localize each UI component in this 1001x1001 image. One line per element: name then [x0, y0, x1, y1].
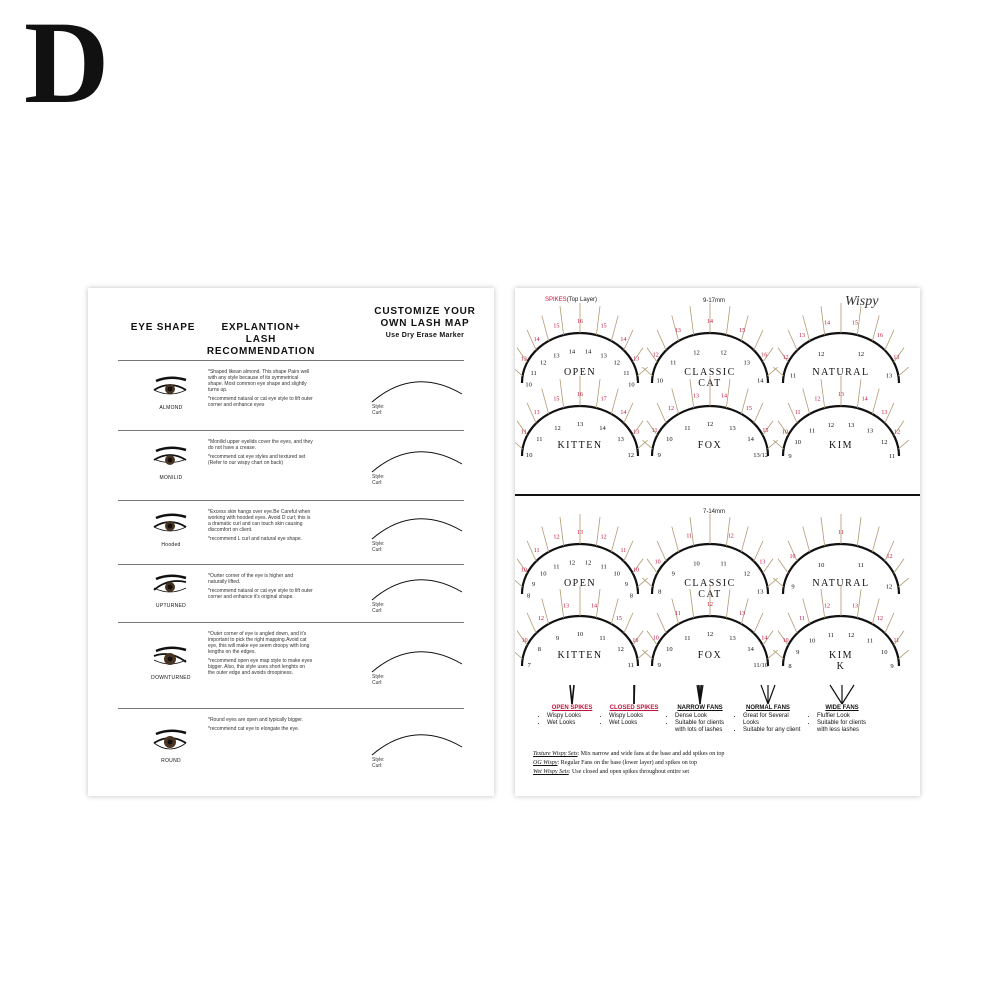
- page-letter: D: [24, 0, 110, 128]
- base-length-label: 12: [720, 349, 727, 357]
- lash-line: [898, 650, 908, 659]
- spike-length-label: 17: [600, 396, 607, 403]
- lash-map-curve[interactable]: [368, 725, 468, 759]
- base-length-label: 8: [788, 663, 792, 671]
- hooded-eye-icon: [150, 513, 190, 539]
- lash-line: [542, 527, 549, 552]
- base-length-label: 14: [756, 377, 764, 385]
- lash-line: [642, 440, 652, 449]
- spike-length-label: 14: [620, 409, 627, 416]
- lash-map-name: NATURAL: [812, 367, 870, 378]
- spike-length-label: 10: [789, 553, 796, 560]
- base-length-label: 11: [553, 563, 560, 571]
- spike-length-label: 13: [838, 392, 844, 398]
- lash-line: [515, 650, 523, 659]
- spike-length-label: 12: [727, 533, 734, 540]
- base-length-label: 11: [627, 662, 634, 670]
- lash-line: [773, 578, 783, 587]
- wispy-notes: [533, 750, 724, 777]
- spike-length-label: 13: [759, 559, 766, 566]
- spike-length-label: 13: [893, 354, 900, 361]
- lash-line: [821, 379, 825, 408]
- base-length-label: 13: [743, 359, 751, 367]
- style-curl-fields[interactable]: Style: Curl:: [372, 404, 385, 416]
- lash-line: [788, 613, 797, 633]
- spike-length-label: 16: [876, 332, 883, 339]
- spike-length-label: 11: [651, 427, 658, 434]
- eye-shape-description: *Shaped likean almond. This shape Pairs well with any style because of its symmetrical shape. Most common eye shape and slightly turns up. *recommend natural or cat eye style to lift outer corner and enhance eyes: [208, 369, 313, 408]
- lash-line: [773, 440, 783, 449]
- base-length-label: 10: [539, 570, 547, 578]
- base-length-label: 13: [617, 436, 624, 444]
- lash-line: [885, 330, 894, 350]
- spike-length-label: 15: [762, 427, 769, 434]
- downturned-eye-icon: [150, 646, 190, 672]
- base-length-label: 11: [789, 372, 797, 380]
- spike-length-label: 11: [893, 637, 900, 644]
- spike-length-label: 14: [721, 393, 728, 400]
- spike-length-label: 11: [794, 409, 801, 416]
- spike-length-label: 12: [707, 602, 713, 608]
- lash-line: [515, 367, 523, 376]
- base-length-label: 13: [847, 421, 855, 429]
- lash-map-name: CAT: [698, 589, 722, 600]
- lash-line: [611, 316, 618, 341]
- base-length-label: 11: [808, 427, 816, 435]
- base-length-label: 13: [553, 352, 560, 360]
- header-eye-shape: EYE SHAPE: [130, 322, 196, 333]
- base-length-label: 10: [526, 452, 533, 460]
- base-length-label: 10: [817, 562, 825, 570]
- lash-line: [857, 517, 861, 546]
- note-wet: Wet Wispy Sets: Use closed and open spikes throughout entire set: [533, 769, 690, 775]
- base-length-label: 8: [537, 646, 541, 654]
- spike-length-label: 15: [852, 320, 859, 327]
- spike-length-label: 12: [814, 396, 821, 403]
- fan-icon: [822, 683, 862, 705]
- base-length-label: 12: [885, 583, 893, 591]
- lash-line: [803, 527, 810, 552]
- lash-line: [726, 306, 730, 335]
- lash-line: [857, 379, 861, 408]
- lash-map-curve[interactable]: [368, 642, 468, 676]
- spike-length-label: 13: [739, 611, 746, 618]
- base-length-label: 11: [530, 369, 537, 377]
- lash-map-name: NATURAL: [812, 578, 870, 589]
- spike-length-label: 12: [782, 354, 789, 361]
- base-length-label: 7: [527, 662, 531, 670]
- lash-line: [515, 440, 523, 449]
- lash-map-name: OPEN: [563, 367, 597, 378]
- range-bottom: 7-14mm: [703, 509, 726, 515]
- spike-length-label: 14: [761, 635, 768, 642]
- base-length-label: 12: [706, 421, 714, 428]
- fan-icon: [614, 683, 654, 705]
- base-length-label: 11: [720, 560, 727, 568]
- lash-line: [642, 367, 652, 376]
- spike-length-label: 13: [674, 328, 681, 335]
- lash-line: [767, 650, 777, 659]
- lash-line: [642, 650, 652, 659]
- base-length-label: 10: [613, 570, 621, 578]
- lash-map-name: CAT: [698, 378, 722, 389]
- lash-line: [898, 440, 908, 449]
- spike-length-label: 16: [632, 637, 639, 644]
- lash-line: [657, 403, 666, 423]
- spike-length-label: 12: [553, 534, 560, 541]
- lash-map-name: OPEN: [563, 578, 597, 589]
- fan-icon: [680, 683, 720, 705]
- eye-shape-label: MONILID: [159, 475, 183, 481]
- spike-length-label: 10: [520, 567, 527, 574]
- note-texture: Texture Wispy Sets: Mix narrow and wide fans at the base and add spikes on top: [533, 751, 725, 757]
- lash-line: [754, 541, 763, 561]
- lash-line: [754, 403, 763, 423]
- eye-shape-description: *Ourter corner of the eye is higher and naturally lifted. *recommend natural or cat eye style to lift outer corner and enhance it's original shape.: [208, 573, 313, 600]
- eye-shape-label: Hooded: [161, 542, 181, 548]
- lash-line: [637, 578, 647, 587]
- style-curl-fields[interactable]: Style: Curl:: [372, 757, 385, 769]
- legend-wide-fans: WIDE FANS • Fluffier Look • Suitable for clients with less lashes: [807, 683, 877, 734]
- lash-line: [754, 330, 763, 350]
- lash-map-name: KIM: [829, 440, 853, 451]
- lash-line: [527, 613, 536, 633]
- base-length-label: 13: [729, 634, 736, 642]
- base-length-label: 9: [671, 570, 675, 578]
- lash-map-curve[interactable]: [368, 372, 468, 406]
- spike-length-label: 13: [633, 429, 640, 436]
- lash-line: [624, 613, 633, 633]
- lash-line: [596, 517, 600, 546]
- base-length-label: 13/12: [753, 452, 769, 460]
- lash-line: [560, 306, 564, 335]
- base-length-label: 12: [693, 349, 700, 357]
- eye-row-monilid: [118, 430, 464, 501]
- lash-line: [542, 316, 549, 341]
- eye-shape-label: ALMOND: [159, 405, 183, 411]
- lash-line: [596, 306, 600, 335]
- base-length-label: 8: [527, 592, 531, 600]
- base-length-label: 10: [808, 637, 816, 645]
- note-og: OG Wispy: Regular Fans on the base (lower layer) and spikes on top: [533, 760, 697, 766]
- base-length-label: 12: [743, 570, 751, 578]
- base-length-label: 13: [885, 372, 893, 380]
- lash-line: [657, 330, 666, 350]
- header-customize-sub: Use Dry Erase Marker: [385, 332, 465, 339]
- lash-line: [821, 517, 825, 546]
- spikes-title: SPIKES(Top Layer): [545, 297, 598, 303]
- eye-row-upturned: [118, 564, 464, 623]
- lash-line: [726, 589, 730, 618]
- lash-map-name: CLASSIC: [684, 578, 736, 589]
- spike-length-label: 10: [654, 559, 661, 566]
- base-length-label: 10: [628, 381, 635, 389]
- base-length-label: 11: [857, 562, 865, 570]
- spike-length-label: 13: [852, 603, 859, 610]
- base-length-label: 11: [827, 631, 834, 639]
- base-length-label: 11: [600, 563, 607, 571]
- lash-line: [560, 517, 564, 546]
- base-length-label: 12: [817, 351, 825, 359]
- base-length-label: 10: [666, 436, 673, 444]
- lash-line: [726, 517, 730, 546]
- spike-length-label: 12: [652, 352, 659, 359]
- spike-length-label: 10: [633, 567, 640, 574]
- lash-map-curve[interactable]: [368, 570, 468, 604]
- spike-length-label: 10: [521, 637, 528, 644]
- lash-line: [778, 559, 788, 574]
- spike-length-label: 13: [562, 603, 569, 610]
- lash-line: [611, 389, 618, 414]
- brand-wordmark: Wispy: [845, 294, 879, 309]
- base-length-label: 9: [657, 662, 661, 670]
- base-length-label: 11: [623, 369, 630, 377]
- monolid-eye-icon: [150, 446, 190, 472]
- spike-length-label: 15: [553, 323, 560, 330]
- spike-length-label: 14: [707, 319, 713, 325]
- lash-map-name: K: [836, 661, 846, 672]
- header-explanation: EXPLANTION+ LASH RECOMMENDATION: [206, 322, 316, 357]
- lash-line: [657, 541, 666, 561]
- style-curl-fields[interactable]: Style: Curl:: [372, 674, 385, 686]
- spike-length-label: 10: [652, 635, 659, 642]
- base-length-label: 12: [880, 438, 888, 446]
- base-length-label: 14: [568, 348, 576, 356]
- lash-line: [690, 517, 694, 546]
- lash-map-curve[interactable]: [368, 509, 468, 543]
- eye-shape-description: *Monilid upper eyelids cover the eyes, and they do not have a crease. *recommend cat eye styles and textured set (Refer to our wispy chart on back): [208, 439, 313, 466]
- base-length-label: 11: [888, 453, 896, 461]
- spike-length-label: 13: [533, 409, 540, 416]
- spike-length-label: 11: [674, 611, 681, 618]
- eye-shape-description: *Outer corner of eye is angled down, and it's important to pick the right mapping.Avoid cat eye, this will make eye seem droopy with long lengths on the edges. *recommend open eye map style to make eyes bigger. Also, this style uses short lenghts on the outer edge and avoids droopiness.: [208, 631, 313, 676]
- lash-line: [741, 527, 748, 552]
- spike-length-label: 14: [533, 336, 540, 343]
- base-length-label: 12: [554, 424, 561, 432]
- base-length-label: 10: [666, 646, 673, 654]
- legend-open-spikes: OPEN SPIKES • Wispy Looks • Wet Looks: [537, 683, 607, 727]
- eye-shape-chart: [88, 288, 494, 796]
- lash-line: [690, 589, 694, 618]
- lash-map-name: FOX: [697, 440, 723, 451]
- style-curl-fields[interactable]: Style: Curl:: [372, 474, 385, 486]
- spike-length-label: 12: [600, 534, 607, 541]
- lash-line: [672, 527, 679, 552]
- base-length-label: 10: [656, 377, 664, 385]
- spike-length-label: 10: [781, 429, 788, 436]
- spike-length-label: 10: [782, 637, 789, 644]
- base-length-label: 13: [756, 588, 764, 596]
- spike-length-label: 12: [886, 553, 893, 560]
- spike-length-label: 14: [861, 396, 868, 403]
- base-length-label: 12: [857, 351, 865, 359]
- base-length-label: 12: [827, 421, 835, 429]
- base-length-label: 8: [658, 588, 662, 596]
- lash-maps: [515, 288, 920, 688]
- style-curl-fields[interactable]: Style: Curl:: [372, 541, 385, 553]
- base-length-label: 13: [866, 427, 874, 435]
- spike-length-label: 14: [620, 336, 627, 343]
- base-length-label: 12: [539, 359, 547, 367]
- base-length-label: 11: [536, 436, 543, 444]
- eye-shape-label: DOWNTURNED: [151, 675, 191, 681]
- lash-line: [773, 367, 783, 376]
- lash-line: [803, 389, 810, 414]
- lash-line: [690, 306, 694, 335]
- spike-length-label: 15: [600, 323, 607, 330]
- fan-icon: [748, 683, 788, 705]
- spike-length-label: 16: [577, 319, 583, 325]
- spike-length-label: 12: [668, 405, 675, 412]
- spike-length-label: 11: [533, 547, 540, 554]
- base-length-label: 12: [584, 559, 592, 567]
- spike-length-label: 14: [823, 320, 830, 327]
- base-length-label: 11: [866, 637, 874, 645]
- base-length-label: 12: [706, 631, 714, 638]
- fan-icon: [552, 683, 592, 705]
- base-length-label: 9: [532, 580, 536, 588]
- lash-map-name: CLASSIC: [684, 367, 736, 378]
- spike-length-label: 15: [615, 615, 622, 622]
- base-length-label: 8: [629, 592, 633, 600]
- base-length-label: 13: [729, 424, 736, 432]
- base-length-label: 12: [847, 631, 855, 639]
- lash-line: [637, 650, 647, 659]
- header-customize: CUSTOMIZE YOUR OWN LASH MAP: [374, 306, 476, 329]
- spike-length-label: 16: [577, 392, 583, 398]
- lash-line: [611, 527, 618, 552]
- lash-line: [885, 613, 894, 633]
- base-length-label: 9: [555, 634, 560, 642]
- lash-line: [767, 578, 777, 587]
- base-length-label: 11: [670, 359, 677, 367]
- legend-narrow-fans: NARROW FANS • Dense Look • Suitable for clients with lots of lashes: [665, 683, 735, 734]
- lash-line: [596, 379, 600, 408]
- lash-line: [637, 440, 647, 449]
- spike-length-label: 12: [823, 603, 830, 610]
- spike-length-label: 15: [739, 328, 746, 335]
- spike-length-label: 11: [620, 547, 627, 554]
- base-length-label: 9: [657, 452, 661, 460]
- eye-shape-description: *Round eyes are open and typically bigger. *recommend cat eye to elongate the eye.: [208, 717, 304, 732]
- base-length-label: 9: [890, 663, 894, 671]
- base-length-label: 10: [794, 438, 802, 446]
- eye-shape-label: UPTURNED: [155, 603, 187, 609]
- eye-shape-description: *Excess skin hangs over eye.Be Careful when working with hooded eyes. Avoid D curl; this is a dramatic curl and can touch skin causing discomfort on client. *recommend L curl and natural eye shape.: [208, 509, 311, 542]
- lash-map-name: KIM: [829, 650, 853, 661]
- lash-line: [898, 578, 908, 587]
- spike-length-label: 13: [799, 332, 806, 339]
- lash-line: [754, 613, 763, 633]
- base-length-label: 14: [747, 436, 754, 444]
- base-length-label: 11: [599, 634, 606, 642]
- upturned-eye-icon: [150, 574, 190, 600]
- lash-map-name: FOX: [697, 650, 723, 661]
- base-length-label: 14: [599, 424, 606, 432]
- base-length-label: 11: [684, 634, 691, 642]
- lash-line: [642, 578, 652, 587]
- spike-length-label: 12: [538, 615, 545, 622]
- lash-map-chart: [515, 288, 920, 796]
- spike-length-label: 13: [520, 356, 527, 363]
- eye-row-downturned: [118, 622, 464, 709]
- lash-line: [767, 440, 777, 449]
- lash-line: [657, 613, 666, 633]
- spike-length-label: 11: [799, 615, 805, 622]
- base-length-label: 9: [796, 648, 800, 656]
- base-length-label: 12: [568, 559, 576, 567]
- base-length-label: 10: [576, 631, 584, 638]
- lash-line: [894, 559, 904, 574]
- lash-map-name: KITTEN: [557, 650, 603, 661]
- lash-line: [872, 527, 879, 552]
- lash-line: [637, 367, 647, 376]
- spike-length-label: 11: [686, 533, 693, 540]
- spike-length-label: 13: [692, 393, 699, 400]
- spike-length-label: 16: [761, 352, 768, 359]
- lash-line: [898, 367, 908, 376]
- lash-line: [542, 389, 549, 414]
- spike-length-label: 15: [745, 405, 752, 412]
- spike-length-label: 13: [577, 530, 583, 536]
- base-length-label: 11: [684, 424, 691, 432]
- lash-line: [767, 367, 777, 376]
- spike-length-label: 13: [633, 356, 640, 363]
- eye-shape-label: ROUND: [161, 758, 181, 764]
- base-length-label: 12: [617, 646, 624, 654]
- range-top: 9-17mm: [703, 298, 726, 304]
- style-curl-fields[interactable]: Style: Curl:: [372, 602, 385, 614]
- legend-normal-fans: NORMAL FANS • Great for Several Looks • Suitable for any client: [733, 683, 803, 734]
- spike-length-label: 11: [520, 429, 527, 436]
- round-eye-icon: [150, 729, 190, 755]
- lash-line: [872, 389, 879, 414]
- spike-length-label: 13: [881, 409, 888, 416]
- eye-row-round: [118, 708, 464, 789]
- lash-line: [560, 379, 564, 408]
- lash-line: [515, 578, 523, 587]
- base-length-label: 9: [624, 580, 628, 588]
- spike-length-label: 12: [876, 615, 883, 622]
- base-length-label: 9: [791, 583, 795, 591]
- base-length-label: 12: [613, 359, 621, 367]
- lash-line: [788, 330, 797, 350]
- spike-length-label: 15: [553, 396, 560, 403]
- eye-row-hooded: [118, 500, 464, 565]
- spike-length-label: 11: [838, 530, 844, 536]
- lash-map-name: KITTEN: [557, 440, 603, 451]
- base-length-label: 14: [747, 646, 754, 654]
- base-length-label: 10: [880, 648, 888, 656]
- base-length-label: 14: [584, 348, 592, 356]
- spike-length-label: 14: [591, 603, 598, 610]
- almond-eye-icon: [150, 376, 190, 402]
- base-length-label: 11/10: [753, 662, 768, 670]
- spike-length-label: 12: [894, 429, 901, 436]
- base-length-label: 9: [788, 453, 792, 461]
- lash-line: [773, 650, 783, 659]
- base-length-label: 13: [600, 352, 607, 360]
- lash-map-curve[interactable]: [368, 442, 468, 476]
- base-length-label: 10: [693, 560, 700, 568]
- base-length-label: 10: [525, 381, 532, 389]
- eye-row-almond: [118, 360, 464, 431]
- base-length-label: 12: [627, 452, 634, 460]
- legend-closed-spikes: CLOSED SPIKES • Wispy Looks • Wet Looks: [599, 683, 669, 727]
- base-length-label: 13: [576, 421, 584, 428]
